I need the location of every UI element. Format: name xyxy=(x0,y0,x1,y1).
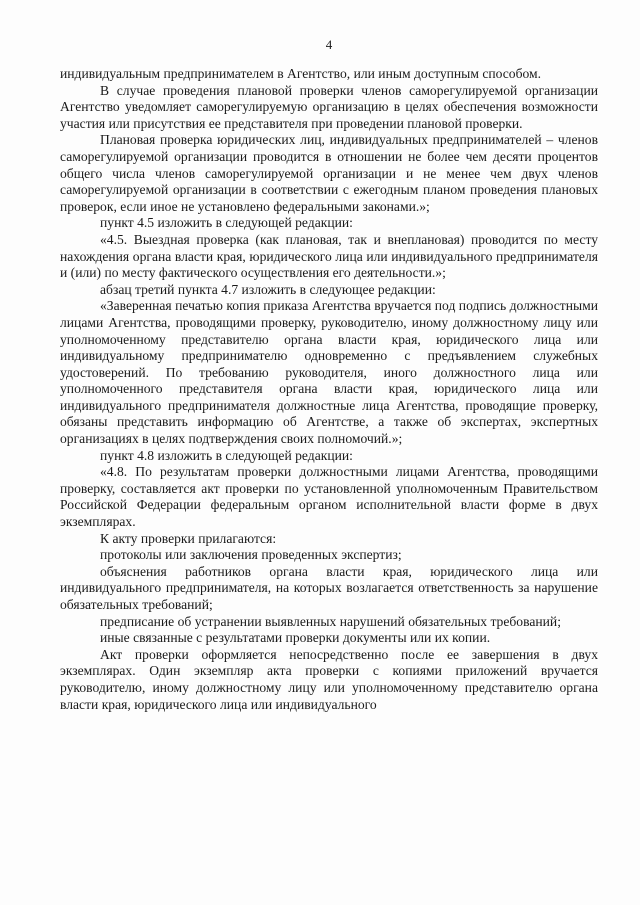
paragraph-act-execution: Акт проверки оформляется непосредственно после ее завершения в двух экземплярах. Один экземпляр акта проверки с копиями приложений вручается руководителю, иному должностному лицу или уполномоченному представителю органа власти края, юридического лица или индивидуального xyxy=(60,646,598,712)
paragraph-sro-notification: В случае проведения плановой проверки членов саморегулируемой организации Агентство уведомляет саморегулируемую организацию в целях обеспечения возможности участия или присутствия ее представителя при проведении плановой проверки. xyxy=(60,82,598,131)
paragraph-amend-4-7: абзац третий пункта 4.7 изложить в следующее редакции: xyxy=(100,281,436,297)
paragraph-amend-4-8: пункт 4.8 изложить в следующей редакции: xyxy=(100,447,353,463)
paragraph-clause-4-8: «4.8. По результатам проверки должностными лицами Агентства, проводящими проверку, составляется акт проверки по установленной уполномоченным Правительством Российской Федерации федеральным органом исполнительной власти форме в двух экземплярах. xyxy=(60,464,598,530)
paragraph-clause-4-5: «4.5. Выездная проверка (как плановая, так и внеплановая) проводится по месту нахождения органа власти края, юридического лица или индивидуального предпринимателя и (или) по месту фактического осуществления его деятельности.»; xyxy=(60,231,598,281)
list-item-protocols: протоколы или заключения проведенных экспертиз; xyxy=(100,547,402,563)
document-body xyxy=(60,66,598,713)
list-item-explanations: объяснения работников органа власти края, юридического лица или индивидуального предпринимателя, на которых возлагается ответственность за нарушение обязательных требований; xyxy=(60,563,598,612)
page-number: 4 xyxy=(325,37,333,52)
list-item-prescription: предписание об устранении выявленных нарушений обязательных требований; xyxy=(100,613,561,629)
paragraph-planned-inspection-members: Плановая проверка юридических лиц, индивидуальных предпринимателей – членов саморегулируемой организации проводится в отношении не более чем десяти процентов общего числа членов саморегулируемой организации и не менее чем двух членов саморегулируемой организации в соответствии с ежегодным планом проведения плановых проверок, если иное не установлено федеральными законами.»; xyxy=(60,132,598,214)
paragraph-amend-4-5: пункт 4.5 изложить в следующей редакции: xyxy=(100,215,353,231)
paragraph-clause-4-7: «Заверенная печатью копия приказа Агентства вручается под подпись должностными лицами Агентства, проводящими проверку, руководителю, иному должностному лицу или уполномоченному представителю органа власти края, юридического лица или индивидуальному предпринимателю одновременно с предъявлением служебных удостоверений. По требованию руководителя, иного должностного лица или уполномоченного представителя органа власти края, юридического лица или индивидуального предпринимателя должностные лица Агентства, проводящие проверку, обязаны представить информацию об Агентстве, а также об экспертах, экспертных организациях в целях подтверждения своих полномочий.»; xyxy=(60,298,598,447)
paragraph-attachments-intro: К акту проверки прилагаются: xyxy=(100,530,277,546)
list-item-other-documents: иные связанные с результатами проверки документы или их копии. xyxy=(100,630,491,646)
paragraph-continuation: индивидуальным предпринимателем в Агентство, или иным доступным способом. xyxy=(60,66,542,81)
